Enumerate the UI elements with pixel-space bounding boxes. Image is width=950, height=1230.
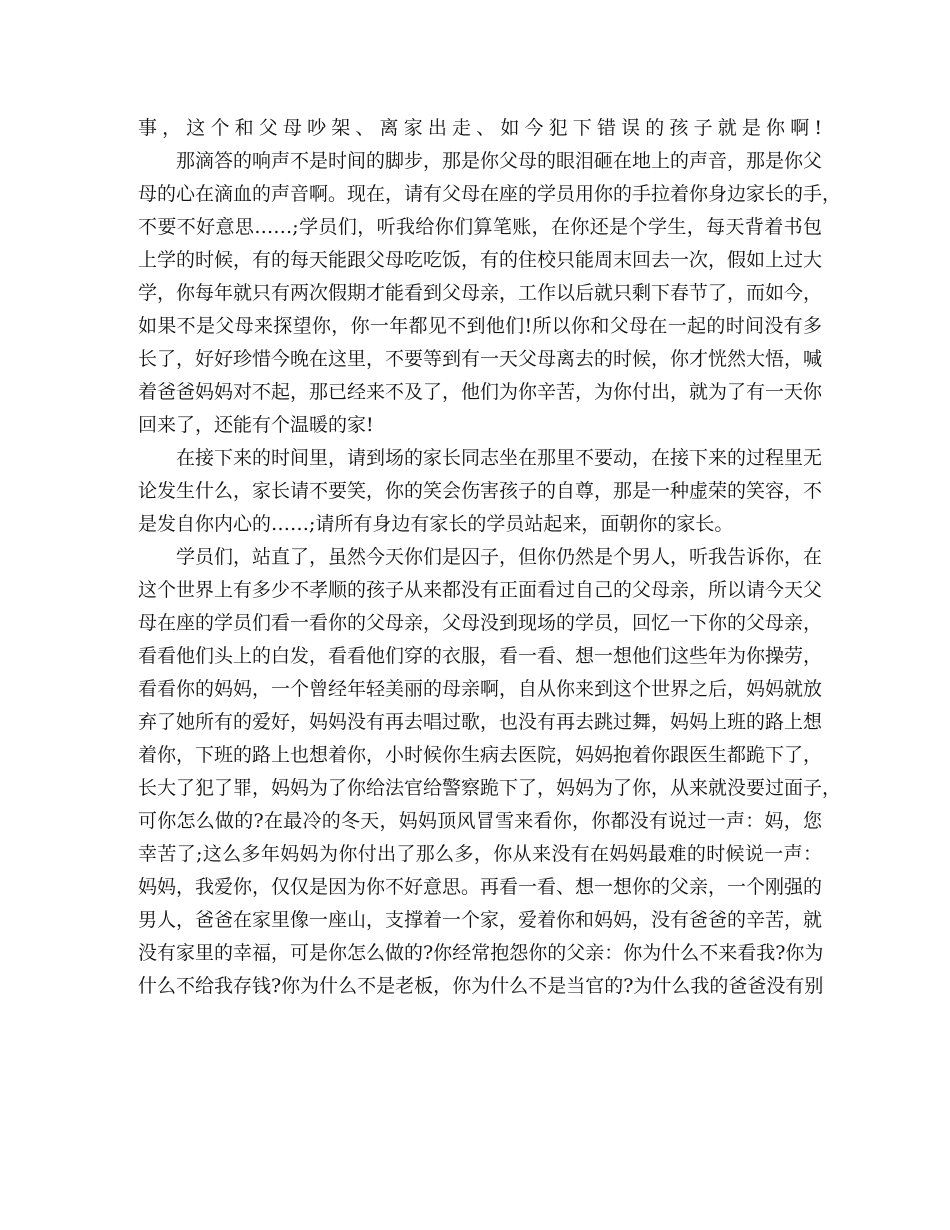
text-line: 妈妈，我爱你，仅仅是因为你不好意思。再看一看、想一想你的父亲，一个刚强的 [138, 876, 823, 898]
text-line: 学，你每年就只有两次假期才能看到父母亲，工作以后就只剩下春节了，而如今， [138, 282, 823, 304]
text-line: 上学的时候，有的每天能跟父母吃吃饭，有的住校只能周末回去一次，假如上过大 [138, 249, 823, 271]
text-line: 长大了犯了罪，妈妈为了你给法官给警察跪下了，妈妈为了你，从来就没要过面子， [138, 777, 842, 799]
text-line: 幸苦了;这么多年妈妈为你付出了那么多，你从来没有在妈妈最难的时候说一声： [138, 843, 822, 865]
text-line: 男人，爸爸在家里像一座山，支撑着一个家，爱着你和妈妈，没有爸爸的辛苦，就 [138, 909, 823, 931]
text-line: 不要不好意思……;学员们，听我给你们算笔账，在你还是个学生，每天背着书包 [138, 216, 822, 238]
text-line: 看看你的妈妈，一个曾经年轻美丽的母亲啊，自从你来到这个世界之后，妈妈就放 [138, 678, 823, 700]
paragraph-last-line: 回来了，还能有个温暖的家! [138, 414, 374, 436]
text-line: 着爸爸妈妈对不起，那已经来不及了，他们为你辛苦，为你付出，就为了有一天你 [138, 381, 823, 403]
paragraph-last-line: 是发自你内心的……;请所有身边有家长的学员站起来，面朝你的家长。 [138, 513, 734, 535]
text-line: 这个世界上有多少不孝顺的孩子从来都没有正面看过自己的父母亲，所以请今天父 [138, 579, 823, 601]
text-line: 母的心在滴血的声音啊。现在，请有父母在座的学员用你的手拉着你身边家长的手， [138, 183, 842, 205]
text-line: 论发生什么，家长请不要笑，你的笑会伤害孩子的自尊，那是一种虚荣的笑容，不 [138, 480, 823, 502]
text-line: 什么不给我存钱?你为什么不是老板，你为什么不是当官的?为什么我的爸爸没有别 [138, 975, 824, 997]
text-line: 着你，下班的路上也想着你，小时候你生病去医院，妈妈抱着你跟医生都跪下了， [138, 744, 823, 766]
paragraph-first-line: 那滴答的响声不是时间的脚步，那是你父母的眼泪砸在地上的声音，那是你父 [176, 150, 823, 172]
text-line: 可你怎么做的?在最冷的冬天，妈妈顶风冒雪来看你，你都没有说过一声：妈，您 [138, 810, 822, 832]
text-line: 长了，好好珍惜今晚在这里，不要等到有一天父母离去的时候，你才恍然大悟，喊 [138, 348, 823, 370]
text-line: 如果不是父母来探望你，你一年都见不到他们!所以你和父母在一起的时间没有多 [138, 315, 822, 337]
paragraph-first-line: 学员们，站直了，虽然今天你们是囚子，但你仍然是个男人，听我告诉你，在 [176, 546, 823, 568]
text-line: 看看他们头上的白发，看看他们穿的衣服，看一看、想一想他们这些年为你操劳， [138, 645, 823, 667]
text-line: 弃了她所有的爱好，妈妈没有再去唱过歌，也没有再去跳过舞，妈妈上班的路上想 [138, 711, 823, 733]
text-line: 事，这个和父母吵架、离家出走、如今犯下错误的孩子就是你啊! [138, 117, 822, 139]
text-line: 没有家里的幸福，可是你怎么做的?你经常抱怨你的父亲：你为什么不来看我?你为 [138, 942, 824, 964]
body-text [138, 112, 842, 1003]
paragraph-first-line: 在接下来的时间里，请到场的家长同志坐在那里不要动，在接下来的过程里无 [176, 447, 823, 469]
text-line: 母在座的学员们看一看你的父母亲，父母没到现场的学员，回忆一下你的父母亲， [138, 612, 823, 634]
